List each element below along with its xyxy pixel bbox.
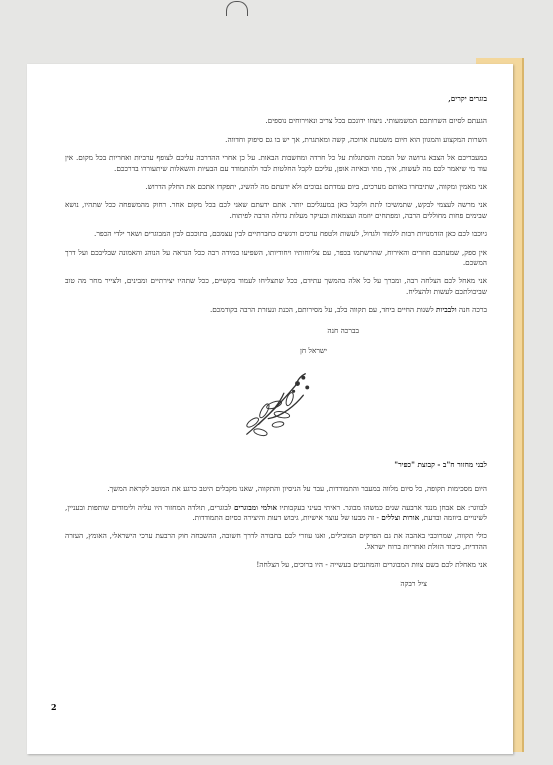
paragraph-9-bold: ולבביות bbox=[436, 305, 457, 315]
section-2-paragraph-4: אני מאחלת לכם בשם צוות המבוגרים והמחנכים בעשייה - היו ברוכים, על הצלחה! bbox=[256, 560, 487, 570]
paragraph-8: אני מאחל לכם הצלחה רבה, ומברך על כל אלה בהמשך עתידם, ככל שתצליחו לעמוד בקשיים, ככל שתהיו יצירתיים ומבינים, ולצייר מחר מה טוב שביכולתכם לעשות ולהצליח. bbox=[65, 276, 487, 296]
signature-line-1: בברכה חנה bbox=[327, 325, 359, 335]
binder-clip bbox=[226, 1, 248, 16]
signature-rivka: ציל רבקה bbox=[400, 578, 427, 588]
paragraph-2: השרות המקצוע והמגוון הוא חיום משמעת ארוכה, קשה ומאתגרת, אך יש בו גם סיפוק וחדווה. bbox=[225, 134, 487, 144]
salutation: בוגרים יקרים, bbox=[448, 94, 487, 103]
section-2-paragraph-2-bold-1: אולמי ומבוגרים bbox=[233, 502, 278, 512]
page-content bbox=[65, 94, 487, 714]
signature-block bbox=[65, 324, 487, 460]
page-number: 2 bbox=[51, 702, 57, 712]
section-2-paragraph-1: היום מסכימות תקופה, כל סיום מלווה במעבר והתמודדות, עבר על הניסיון והתקווה, שאנו מקבלים היטב כרגע את המוטב לקראת המשך. bbox=[107, 484, 487, 494]
paragraph-3: במעבריכם אל הצבא גרושה של המכה והסתגלות על כל חרדה ומחשבות הבאות. על כן אחרי ההדרכה עליכם לצופף ערביות ואחריות בכל מקום. אין עוד מי שיאמר לכם מה לעשות, איך, מתי ובאיזה אופן, עליכם לקבל החלטות לבד ולהתמודד עם הבעיות והשאלות שיתעוררו בדרככם. bbox=[65, 153, 487, 173]
paragraph-9-rest: לשנות החיים ביחד, עם תקווה בלב, על מסירותם, הכנת ונעזרת הרבה בקודמכם. bbox=[209, 305, 434, 315]
paragraph-6: גיוכבו לכם כאן הזדמנויות רבות ללמוד ולגדול, לעשות ולטפח ערכים ורגשים כחברתיים לבין עצמכם, בתוככם לבין המבוגרים ושאר ילדי הכפר. bbox=[94, 229, 487, 239]
paragraph-1: הגעתם לסיום השרותכם המשמעותי. ניצחו ידונכם בכל צריב ונאוירוחים נוספים. bbox=[265, 116, 487, 126]
paragraph-9 bbox=[65, 305, 487, 315]
section-2-paragraph-2-lead: לבווגר: אם אבחן מנגד ארבעה שנים כמשהו מבוגר. ראיתי בעיני בעקבותיו bbox=[279, 502, 488, 512]
document-page bbox=[27, 64, 513, 754]
flower-sprig-icon bbox=[239, 364, 317, 442]
paragraph-9-lead: ברכה חנה bbox=[458, 305, 487, 315]
section-2-paragraph-2-mid: לבוגרים, תולדה המחזור היו עליה ולימודים שותפות ובעניין, לשינויים ביוזמה ובדעת, bbox=[65, 502, 487, 522]
section-2-paragraph-3: כולי תקווה, שמרוכבי באהבה את גם הפרקים המובילים, ואנו עוזרי לכם בחבורה לדרך חשובה, ההשבחה חוק הרבעת ערכי הישראלי, האומץ, העזרה ההדדית, כיבוד הזולת ואחריות ברוח ישראל. bbox=[65, 531, 487, 551]
paragraph-5: אני מרשה לעצמי לבקש, שתמשיכו לתת ולקבל כאן במעגליכם יותר. אתם ידעתם שאני לכם בכל מקום אחר. רחוק מהמשפחה ככל שתהיו, נושא שבימים פחות מחוללים הרבה, ומפתחים יוזמה ועצמאות ובעיקר מעלות גדולה הרבה לפיתוח. bbox=[65, 200, 487, 220]
section-2-paragraph-2-bold-2: אורות וצללים bbox=[381, 512, 420, 522]
section-2-prefix: לבני מחזור ח"ב - bbox=[437, 459, 487, 469]
section-2-title: קבוצת "כפיר" bbox=[394, 459, 436, 469]
paragraph-7: אין ספק, שמעתכם חוזרים והאירוח, שהרשתמו בכפר, עם צליוחותיו ויחודיותו, השפיעו במידה רבה ככל הנראה על הנוהג והאמונה שבליבכם ועל דרך המשכם. bbox=[65, 247, 487, 268]
section-2-heading bbox=[65, 460, 487, 470]
paragraph-4: אני מאמין ומקווה, שתיבחרו באותם מערכים, ביום עמדתם נבוכים ולא ידעתם מה להשיג, יתפקדו אתכם את החלק הדרוש. bbox=[145, 182, 487, 192]
section-2-paragraph-2-tail: - זה מבעו של עוצר אישיות, גיבוש דעות והיצירה כסיום התמודדות. bbox=[192, 512, 379, 522]
section-2-paragraph-2 bbox=[65, 503, 487, 524]
signature-line-2: ישראל חן bbox=[300, 345, 327, 355]
